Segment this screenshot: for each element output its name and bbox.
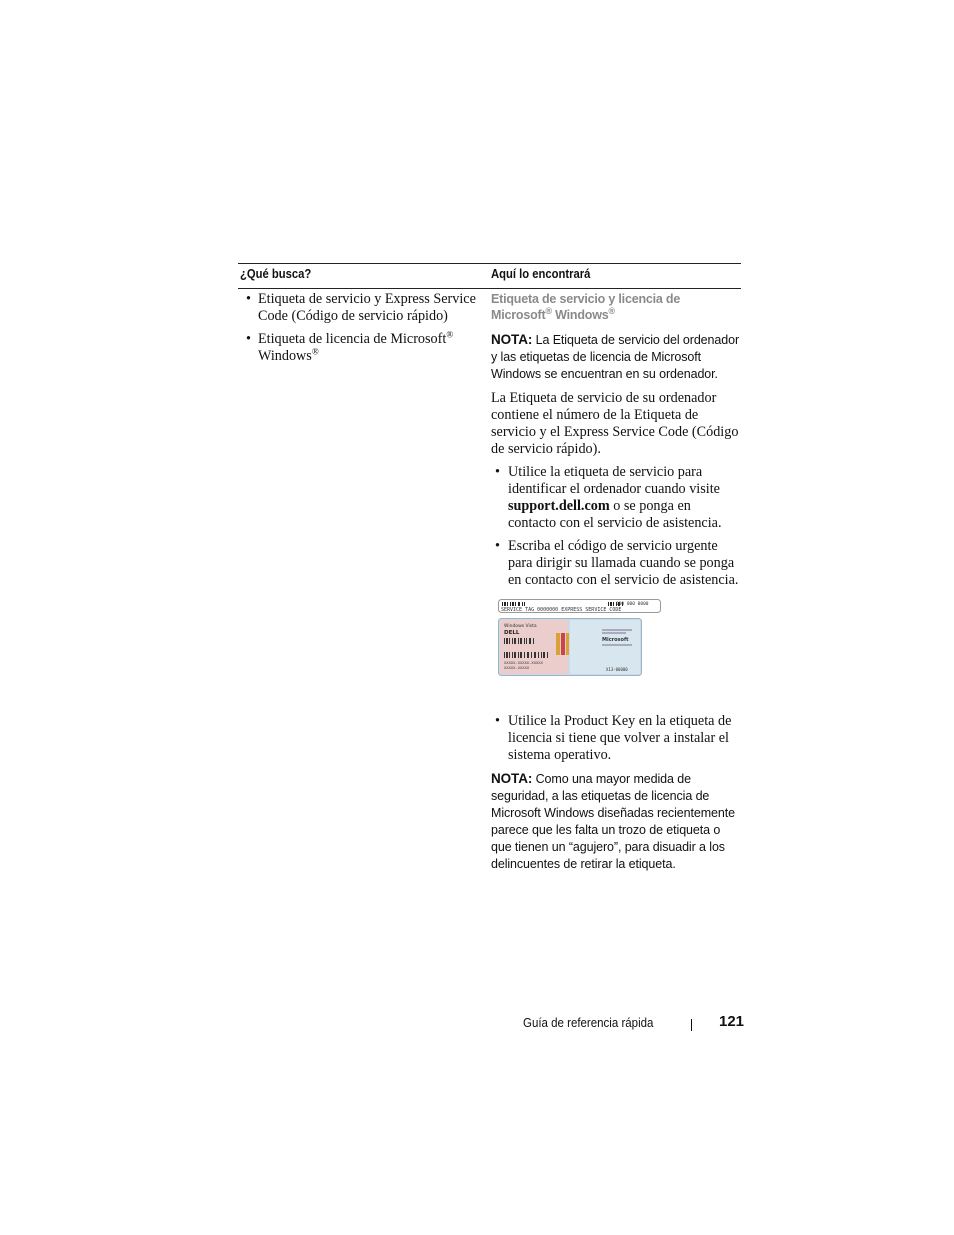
list-item: • Etiqueta de servicio y Express Service Code (Código de servicio rápido): [238, 291, 478, 325]
left-column: [238, 291, 478, 371]
microsoft-logo: Microsoft: [602, 637, 629, 643]
section-title: Etiqueta de servicio y licencia de Microsoft® Windows®: [491, 292, 681, 322]
list-item: • Etiqueta de licencia de Microsoft® Windows®: [238, 331, 478, 365]
product-key-a: XXXXX-XXXXX-XXXXX: [504, 660, 543, 665]
list-item: • Escriba el código de servicio urgente para dirigir su llamada cuando se ponga en contacto con el servicio de asistencia.: [491, 538, 741, 589]
right-column: [491, 291, 741, 880]
support-link[interactable]: support.dell.com: [508, 498, 610, 514]
os-line: Windows Vista: [504, 624, 537, 629]
service-tag-paragraph: La Etiqueta de servicio de su ordenador contiene el número de la Etiqueta de servicio y el Express Service Code (Código de servicio rápido).: [491, 390, 739, 457]
brand-logo: DELL: [504, 630, 520, 636]
bottom-code: X13-00000: [606, 667, 628, 672]
list-item: • Utilice la Product Key en la etiqueta de licencia si tiene que volver a instalar el sistema operativo.: [491, 713, 741, 764]
service-tag-text: SERVICE TAG 0000000 EXPRESS SERVICE CODE: [501, 607, 622, 613]
guide-title: Guía de referencia rápida: [523, 1016, 654, 1030]
express-code-digits: 000 000 0000: [616, 602, 649, 607]
note-label: NOTA:: [491, 332, 533, 347]
footer-separator: [691, 1019, 692, 1031]
product-key-b: XXXXX-XXXXX: [504, 665, 530, 670]
label-illustration: [498, 599, 663, 677]
table-header-rule: [238, 288, 741, 289]
table-top-rule: [238, 263, 741, 264]
note-box: NOTA: Como una mayor medida de seguridad, a las etiquetas de licencia de Microsoft Windows diseñadas recientemente parece que les falta un trozo de etiqueta o que tienen un “agujero”, para disuadir a los delincuentes de retirar la etiqueta.: [491, 771, 735, 871]
list-item: • Utilice la etiqueta de servicio para identificar el ordenador cuando visite support.dell.com o se ponga en contacto con el servicio de asistencia.: [491, 464, 741, 532]
page-number: 121: [719, 1013, 745, 1030]
header-what-you-seek: ¿Qué busca?: [240, 267, 312, 281]
note-box: NOTA: La Etiqueta de servicio del ordenador y las etiquetas de licencia de Microsoft Windows se encuentran en su ordenador.: [491, 332, 740, 381]
service-license-label-image: [498, 599, 663, 677]
header-where-to-find: Aquí lo encontrará: [491, 267, 591, 281]
note-label: NOTA:: [491, 771, 533, 786]
